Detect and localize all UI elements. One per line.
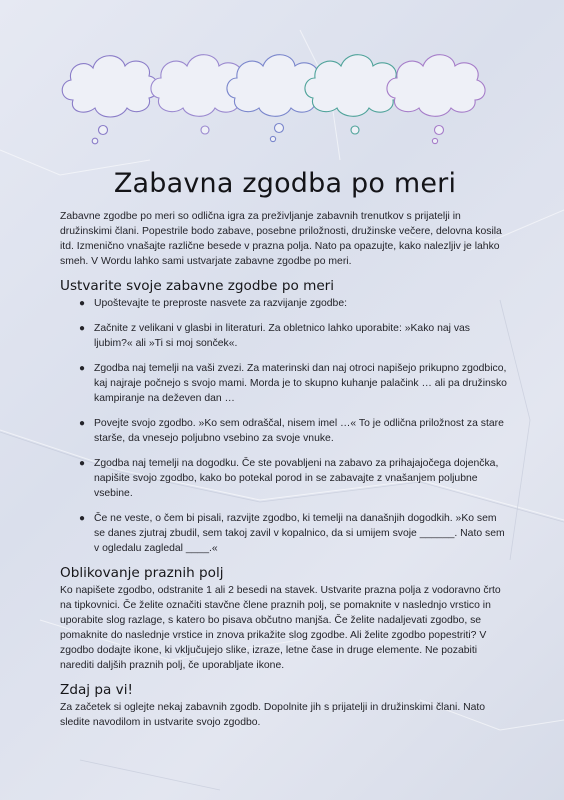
list-item-text: Začnite z velikani v glasbi in literaturi. Za obletnico lahko uporabite: »Kako naj vas ljubim?« ali »Ti si moj sonček«. [94,323,470,349]
bullet-icon: ● [79,363,86,374]
document-body [60,168,510,730]
your-turn-paragraph: Za začetek si oglejte nekaj zabavnih zgodb. Dopolnite jih s prijatelji in družinskimi člani. Nato sledite navodilom in ustvarite svojo zgodbo. [60,702,486,728]
list-item [60,296,510,311]
list-item-text: Če ne veste, o čem bi pisali, razvijte zgodbo, ki temelji na današnjih dogodkih. »Ko sem se danes zjutraj zbudil, sem takoj zavil v kopalnico, da si umijem svoje ______. Nato sem v ogledalu zagledal ____.« [94,513,505,554]
tips-list [60,296,510,556]
list-item-text: Zgodba naj temelji na vaši zvezi. Za materinski dan naj otroci napišejo prikupno zgodbico, kaj najraje počnejo s svojo mami. Morda je to skupno kuhanje palačink … ali pa družinsko kampiranje na deževen dan … [94,363,507,404]
list-item [60,361,510,406]
section-heading-create-stories: Ustvarite svoje zabavne zgodbe po meri [60,278,335,294]
list-item [60,511,510,556]
list-item-text: Zgodba naj temelji na dogodku. Če ste povabljeni na zabavo za prihajajočega dojenčka, napišite svojo zgodbo, kako bo potekal porod in se zabavajte z vnašanjem poljubne vsebine. [94,458,499,499]
bullet-icon: ● [79,298,86,309]
list-item-text: Povejte svojo zgodbo. »Ko sem odraščal, nisem imel …« To je odlična priložnost za stare starše, da vnesejo poljubno vsebino za svoje vnuke. [94,418,504,444]
list-item [60,321,510,351]
intro-paragraph: Zabavne zgodbe po meri so odlična igra za preživljanje zabavnih trenutkov s prijatelji in družinskimi člani. Popestrile bodo zabave, posebne priložnosti, družinske večere, delovna kosila itd. Izmenično vnašajte različne besede v prazna polja. Nato pa opazujte, kako nalezljiv je lahko smeh. V Wordu lahko sami ustvarjate zabavne zgodbe po meri. [60,211,502,267]
bullet-icon: ● [79,323,86,334]
bullet-icon: ● [79,458,86,469]
list-item [60,456,510,501]
section-heading-your-turn: Zdaj pa vi! [60,682,133,698]
page-title: Zabavna zgodba po meri [113,168,457,199]
bullet-icon: ● [79,418,86,429]
bullet-icon: ● [79,513,86,524]
list-item [60,416,510,446]
section-heading-blank-fields: Oblikovanje praznih polj [60,565,224,581]
list-item-text: Upoštevajte te preproste nasvete za razvijanje zgodbe: [94,298,347,309]
thought-clouds-decoration [55,38,510,150]
blank-fields-paragraph: Ko napišete zgodbo, odstranite 1 ali 2 besedi na stavek. Ustvarite prazna polja z vodoravno črto na tipkovnici. Če želite označiti stavčne člene praznih polj, se pomaknite v naslednjo vrstico in uporabite slog razlage, s katero bo pisava občutno manjša. Če želite nadaljevati zgodbo, se pomaknite do naslednje vrstice in znova prikažite slog zgodbe. Ali želite zgodbo popestriti? V zgodbo dodajte ikone, ki vključujejo slike, izraze, letne čase in druge elemente. Ne pozabiti narediti daljših praznih polj, če uporabljate ikone. [60,585,501,671]
